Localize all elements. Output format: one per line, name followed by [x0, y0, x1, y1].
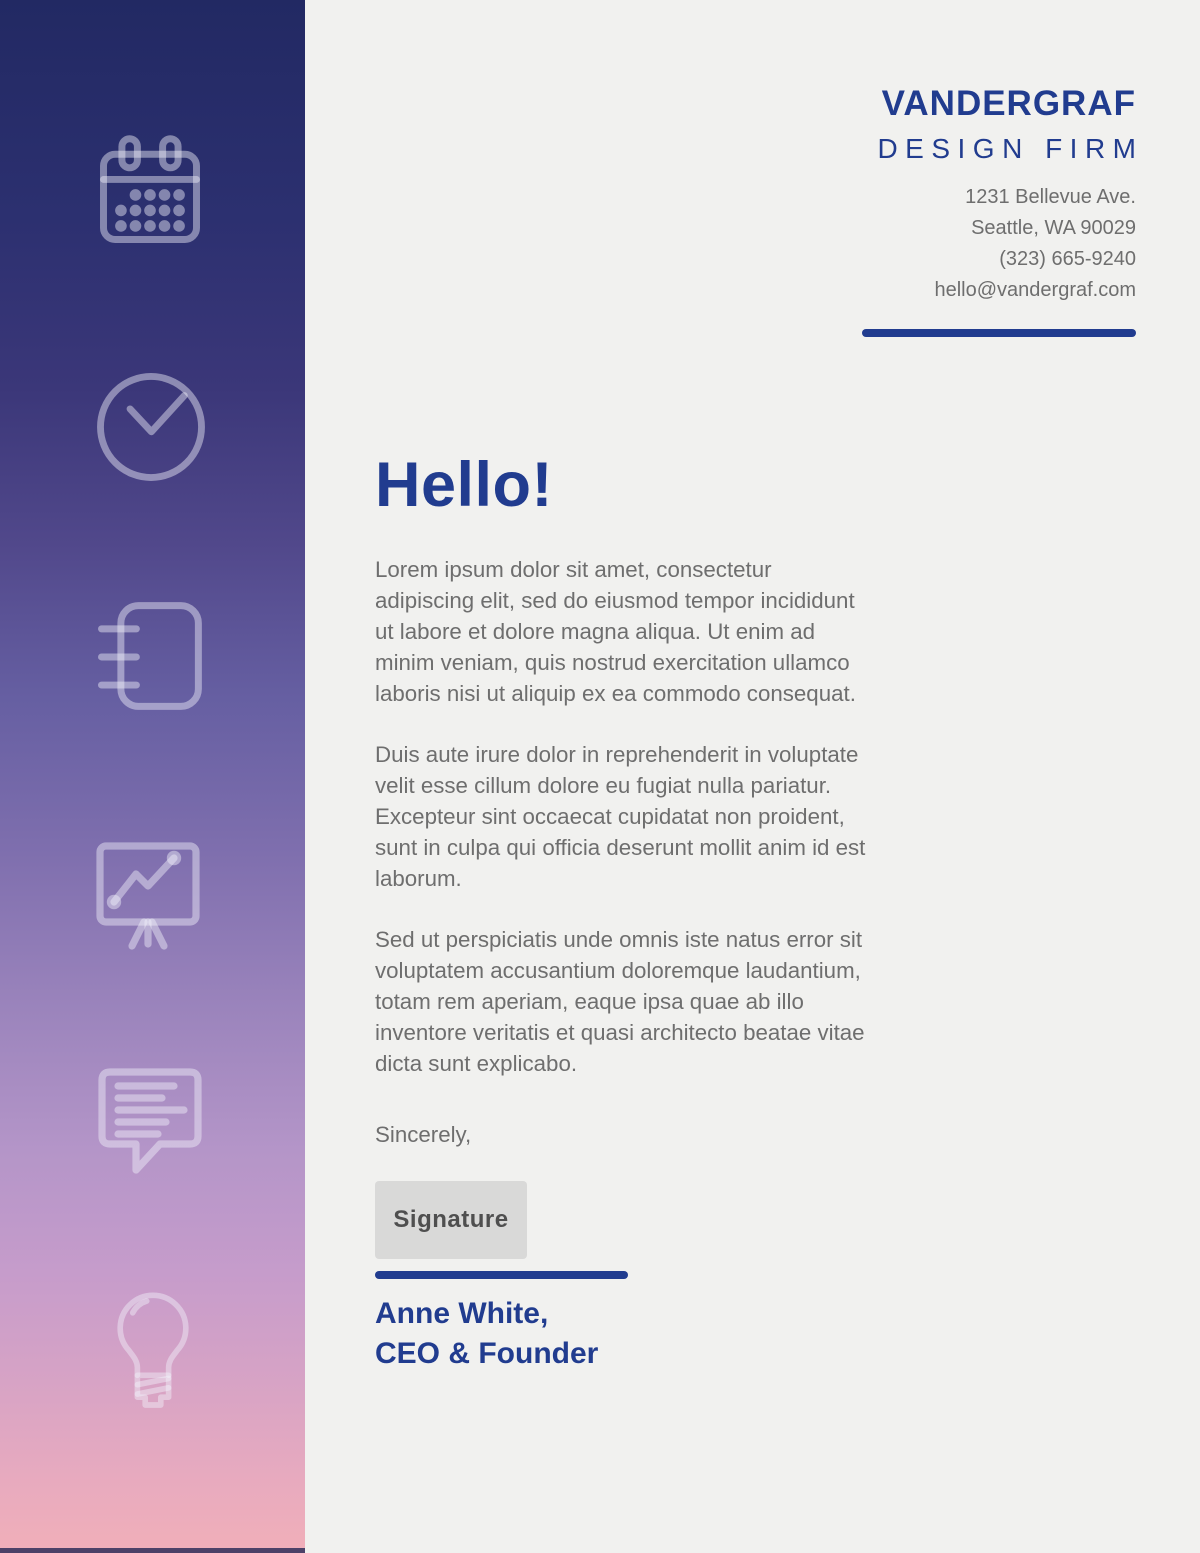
letter-paragraph-1: Lorem ipsum dolor sit amet, consectetur adipiscing elit, sed do eiusmod tempor incididunt ut labore et dolore magna aliqua. Ut enim ad minim veniam, quis nostrud exercitation ullamco laboris nisi ut aliquip ex ea commodo consequat. — [375, 557, 856, 706]
letter-body — [375, 450, 875, 1374]
presentation-chart-icon — [84, 830, 212, 958]
header-divider-line — [862, 329, 1136, 337]
signer-title: CEO & Founder — [375, 1337, 599, 1370]
sidebar-bottom-strip — [0, 1548, 305, 1553]
phone-number: (323) 665-9240 — [999, 248, 1136, 270]
signature-placeholder — [375, 1181, 527, 1259]
address-line-2: Seattle, WA 90029 — [971, 217, 1136, 239]
closing-text: Sincerely, — [375, 1122, 472, 1147]
signature-placeholder-label: Signature — [393, 1206, 509, 1233]
letterhead-header — [862, 84, 1144, 337]
gradient-sidebar — [0, 0, 305, 1553]
letter-paragraph-3: Sed ut perspiciatis unde omnis iste natus error sit voluptatem accusantium doloremque laudantium, totam rem aperiam, eaque ipsa quae ab illo inventore veritatis et quasi architecto beatae vitae dicta sunt explicabo. — [375, 927, 865, 1076]
calendar-icon — [88, 131, 212, 255]
lightbulb-icon — [103, 1286, 203, 1424]
signature-divider-line — [375, 1271, 628, 1279]
chat-bubble-icon — [86, 1060, 214, 1188]
greeting-heading: Hello! — [375, 450, 554, 520]
email-address: hello@vandergraf.com — [934, 279, 1136, 301]
signer-name: Anne White, — [375, 1297, 549, 1330]
notebook-icon — [86, 594, 210, 718]
clock-check-icon — [90, 366, 212, 488]
letter-paragraph-2: Duis aute irure dolor in reprehenderit in voluptate velit esse cillum dolore eu fugiat nulla pariatur. Excepteur sint occaecat cupidatat non proident, sunt in culpa qui officia deserunt mollit anim id est laborum. — [375, 742, 866, 891]
signer-block — [375, 1294, 875, 1374]
address-line-1: 1231 Bellevue Ave. — [965, 186, 1136, 208]
brand-name: VANDERGRAF — [881, 84, 1136, 123]
brand-subtitle: DESIGN FIRM — [877, 133, 1144, 164]
contact-block — [862, 182, 1136, 306]
